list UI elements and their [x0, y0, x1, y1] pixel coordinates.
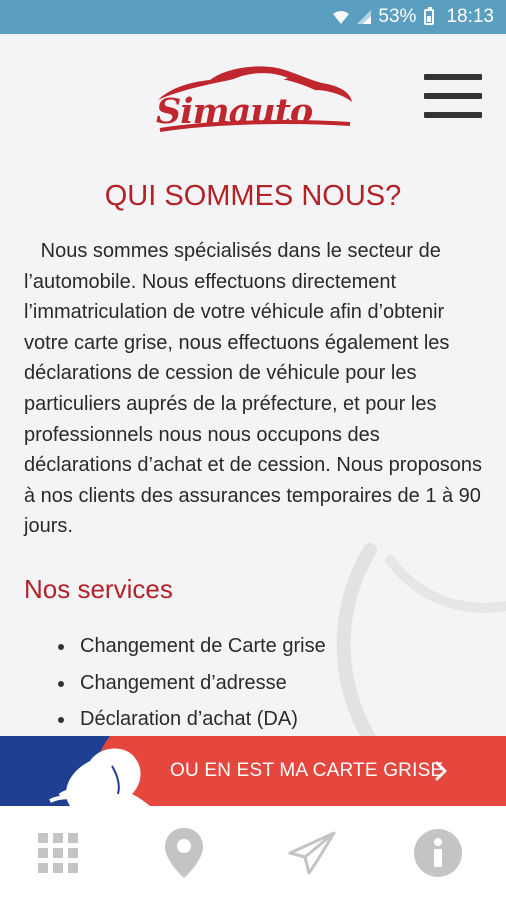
- info-icon: [413, 828, 463, 878]
- list-item: Changement d’adresse: [54, 665, 326, 702]
- send-icon: [287, 831, 337, 875]
- services-title: Nos services: [24, 574, 173, 604]
- nav-grid-button[interactable]: [8, 806, 108, 900]
- list-item: Changement de Carte grise: [54, 628, 326, 665]
- map-pin-icon: [164, 827, 204, 879]
- battery-percent: 53%: [378, 6, 417, 27]
- logo-text: Simauto: [156, 91, 313, 132]
- intro-paragraph: [24, 236, 486, 542]
- intro-text: Nous sommes spécialisés dans le secteur de l’automobile. Nous effectuons directement l’immatriculation de votre véhicule afin d’obtenir votre carte grise, nous effectuons également les déclarations de cession de véhicule pour les particuliers auprés de la préfecture, et pour les professionnels nous nous occupons des déclarations d’achat et de cession. Nous proposons à nos clients des assurances temporaires de 1 à 90 jours.: [24, 240, 483, 538]
- services-list: [54, 628, 326, 738]
- carte-grise-status-banner[interactable]: [0, 736, 506, 806]
- wifi-icon: [332, 9, 350, 25]
- logo[interactable]: [150, 60, 360, 132]
- marianne-flag-icon: [0, 736, 160, 806]
- chevron-right-icon: [434, 761, 448, 781]
- nav-send-button[interactable]: [262, 806, 362, 900]
- grid-icon: [38, 833, 78, 873]
- banner-label: OU EN EST MA CARTE GRISE: [170, 760, 444, 781]
- nav-location-button[interactable]: [134, 806, 234, 900]
- battery-icon: [424, 9, 434, 25]
- header: [0, 34, 506, 144]
- clock: 18:13: [446, 6, 494, 27]
- background-swoosh: [330, 540, 506, 750]
- status-bar: [0, 0, 506, 34]
- hamburger-menu-icon[interactable]: [424, 74, 482, 118]
- page-title: QUI SOMMES NOUS?: [104, 180, 402, 212]
- list-item: Déclaration d’achat (DA): [54, 701, 326, 738]
- bottom-nav: [0, 806, 506, 900]
- signal-icon: [356, 9, 372, 25]
- nav-info-button[interactable]: [388, 806, 488, 900]
